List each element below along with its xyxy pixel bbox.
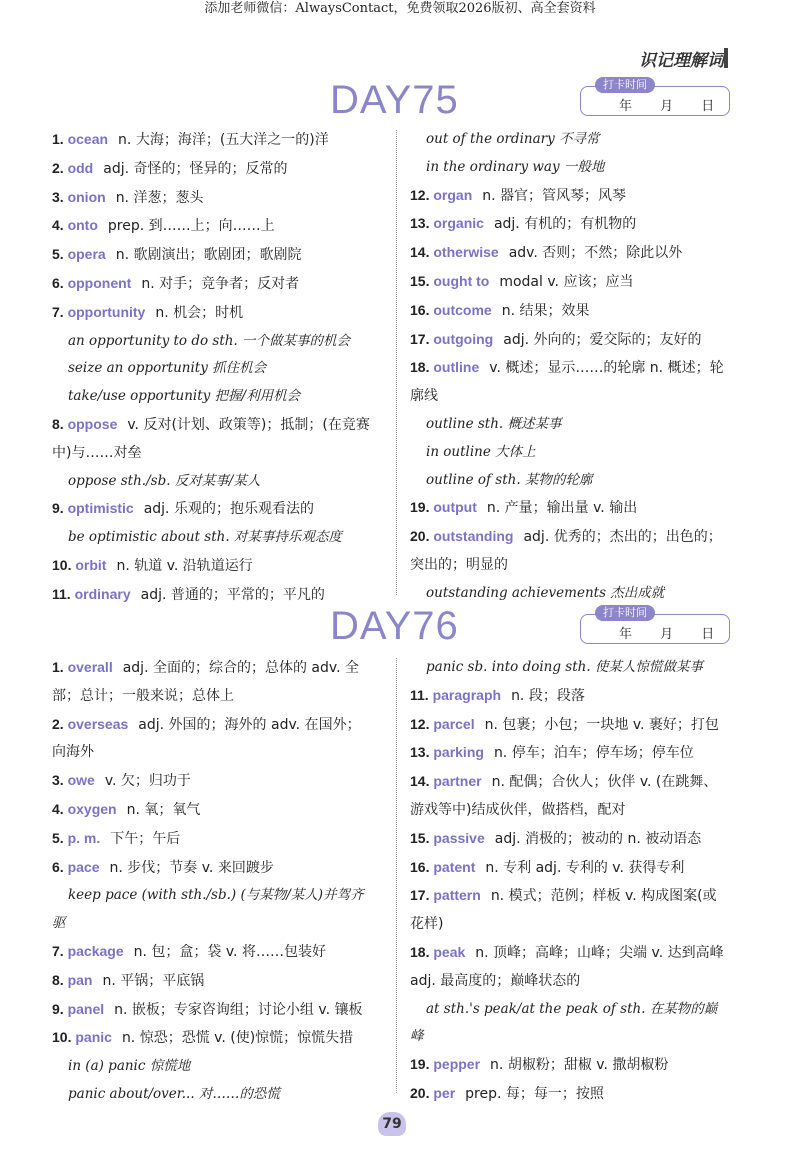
entry-number: 9. [52,500,68,517]
vocab-definition: v. 欠；归功于 [104,773,191,790]
vocab-word: onion [67,188,106,205]
entry-number: 17. [410,330,434,347]
example-phrase [52,1081,372,1109]
vocab-entry [52,495,372,524]
vocab-word: peak [433,943,466,960]
phrase-text: outline sth. 概述某事 [426,415,562,432]
vocab-definition: modal v. 应该；应当 [499,273,634,290]
vocab-word: outline [433,359,480,376]
vocab-word: parcel [433,715,475,732]
section-header: 识记理解词 [639,51,724,71]
vocab-entry [52,411,372,468]
example-phrase [52,468,372,496]
example-phrase [52,355,372,383]
vocab-word: onto [67,217,98,234]
top-notice: 添加老师微信：AlwaysContact，免费领取2026版初、高全套资料 [204,1,596,16]
vocab-definition: n. 步伐；节奏 v. 来回踱步 [109,859,274,876]
vocab-word: outgoing [433,330,494,347]
entry-number: 8. [52,415,68,432]
vocab-entry [52,299,372,328]
entry-number: 3. [52,188,68,205]
checkin-date: 年 月 日 [619,99,715,114]
vocab-word: owe [67,772,95,789]
vocab-word: pepper [433,1056,481,1073]
entry-number: 12. [410,186,434,203]
vocab-entry [410,210,730,239]
vocab-word: opportunity [67,303,146,320]
vocab-entry [52,854,372,883]
vocab-word: package [67,942,124,959]
vocab-entry [52,767,372,796]
vocab-word: odd [67,159,94,176]
phrase-text: oppose sth./sb. 反对某事/某人 [68,472,261,489]
example-phrase [410,654,730,682]
vocab-entry [52,825,372,854]
vocab-entry [52,711,372,768]
phrase-text: outstanding achievements 杰出成就 [426,584,665,601]
vocab-definition: adj. 外向的；爱交际的；友好的 [503,331,702,348]
phrase-text: keep pace (with sth./sb.) (与某物/某人)并驾齐驱 [52,887,364,932]
vocab-entry [410,239,730,268]
vocab-word: partner [433,773,482,790]
page-number: 79 [378,1112,406,1136]
vocab-definition: n. 对手；竞争者；反对者 [141,275,300,292]
phrase-text: in outline 大体上 [426,443,536,460]
vocab-definition: adj. 普通的；平常的；平凡的 [140,586,325,603]
vocab-word: per [433,1084,456,1101]
example-phrase [410,126,730,154]
vocab-definition: 下午；午后 [110,830,181,847]
vocab-word: opponent [67,274,132,291]
vocab-definition: n. 顶峰；高峰；山峰；尖端 v. 达到高峰 adj. 最高度的；巅峰状态的 [410,944,724,989]
vocab-definition: n. 轨道 v. 沿轨道运行 [116,557,253,574]
example-phrase [410,154,730,182]
phrase-text: outline of sth. 某物的轮廓 [426,471,593,488]
vocab-entry [410,882,730,939]
checkin-label: 打卡时间 [595,77,655,93]
example-phrase [410,439,730,467]
vocab-entry [52,155,372,184]
vocab-entry [52,581,372,610]
vocab-entry [52,184,372,213]
vocab-word: paragraph [432,686,502,703]
vocab-entry [410,326,730,355]
vocab-word: ocean [67,131,109,147]
entry-number: 20. [410,1084,434,1101]
vocab-entry [52,996,372,1025]
vocab-word: orbit [75,556,107,573]
vocab-definition: n. 嵌板；专家咨询组；讨论小组 v. 镶板 [114,1001,363,1018]
vocab-definition: n. 器官；管风琴；风琴 [482,187,627,204]
vocab-word: passive [433,829,485,846]
column-divider [396,658,397,1093]
vocab-definition: adj. 奇怪的；怪异的；反常的 [103,160,288,177]
entry-number: 13. [410,215,434,232]
vocab-word: pattern [433,887,481,904]
vocab-entry [410,1051,730,1080]
entry-number: 18. [410,943,434,960]
vocab-entry [52,241,372,270]
vocab-word: outstanding [433,528,514,545]
vocab-definition: n. 包裹；小包；一块地 v. 裹好；打包 [484,716,719,733]
vocab-word: overall [67,659,113,675]
vocab-definition: n. 产量；输出量 v. 输出 [486,500,638,517]
vocab-entry [52,212,372,241]
day75-checkin-box [580,78,730,116]
vocab-entry [410,354,730,411]
vocab-word: organ [433,186,473,203]
vocab-word: outcome [433,301,492,318]
vocab-entry [410,825,730,854]
phrase-text: take/use opportunity 把握/利用机会 [68,388,301,405]
entry-number: 7. [52,942,68,959]
vocab-definition: prep. 到……上；向……上 [107,218,275,235]
entry-number: 19. [410,499,434,516]
checkin-date: 年 月 日 [619,627,715,642]
vocab-entry [52,552,372,581]
phrase-text: panic about/over... 对……的恐慌 [68,1085,280,1102]
vocab-word: p. m. [67,829,101,846]
vocab-word: ought to [433,272,490,289]
entry-number: 10. [52,556,76,573]
entry-number: 3. [52,772,68,789]
vocab-word: parking [433,744,484,761]
vocab-entry [410,297,730,326]
vocab-definition: n. 配偶；合伙人；伙伴 v. (在跳舞、游戏等中)结成伙伴，做搭档，配对 [410,774,718,818]
phrase-text: be optimistic about sth. 对某事持乐观态度 [68,529,342,546]
phrase-text: seize an opportunity 抓住机会 [68,360,267,377]
vocab-entry [52,126,372,155]
vocab-word: panic [75,1029,112,1046]
entry-number: 7. [52,303,68,320]
vocab-word: optimistic [67,500,134,517]
vocab-word: ordinary [74,585,131,602]
phrase-text: in (a) panic 惊慌地 [68,1058,191,1075]
entry-number: 14. [410,773,434,790]
entry-number: 10. [52,1029,76,1046]
vocab-definition: prep. 每；每一；按照 [465,1085,604,1102]
vocab-definition: v. 反对(计划、政策等)；抵制；(在竞赛中)与……对垒 [52,416,370,461]
vocab-entry [410,182,730,211]
vocab-entry [52,270,372,299]
entry-number: 6. [52,274,68,291]
vocab-definition: n. 大海；海洋；(五大洋之一的)洋 [118,132,329,148]
vocab-definition: adj. 外国的；海外的 adv. 在国外；向海外 [52,716,361,761]
entry-number: 12. [410,715,434,732]
example-phrase [52,328,372,356]
phrase-text: out of the ordinary 不寻常 [426,131,600,147]
vocab-word: oxygen [67,800,117,817]
entry-number: 2. [52,715,68,732]
entry-number: 1. [52,131,68,147]
vocab-word: output [433,499,477,516]
vocab-definition: adj. 消极的；被动的 n. 被动语态 [494,830,702,847]
entry-number: 11. [52,585,75,602]
entry-number: 4. [52,217,68,234]
vocab-definition: adv. 否则；不然；除此以外 [508,245,683,262]
checkin-label: 打卡时间 [595,605,655,621]
vocab-entry [410,739,730,768]
vocab-definition: n. 包；盒；袋 v. 将……包装好 [133,943,326,960]
vocab-definition: adj. 乐观的；抱乐观看法的 [143,501,314,518]
vocab-definition: adj. 优秀的；杰出的；出色的；突出的；明显的 [410,529,722,573]
vocab-definition: n. 氧；氧气 [126,801,201,818]
entry-number: 17. [410,887,434,904]
vocab-entry [410,523,730,580]
vocab-word: opera [67,246,106,263]
entry-number: 9. [52,1000,68,1017]
vocab-entry [410,268,730,297]
vocab-entry [52,654,372,711]
vocab-entry [410,494,730,523]
vocab-definition: n. 洋葱；葱头 [115,189,204,206]
vocab-entry [410,1080,730,1109]
entry-number: 2. [52,159,68,176]
vocab-word: pace [67,858,100,875]
vocab-word: organic [433,215,484,232]
entry-number: 5. [52,246,68,263]
day76-title: DAY76 [330,604,459,648]
day75-title: DAY75 [330,78,459,122]
vocab-definition: n. 结果；效果 [501,302,590,319]
day75-right-column [410,126,730,608]
example-phrase [52,882,372,938]
example-phrase [52,383,372,411]
vocab-definition: v. 概述；显示……的轮廓 n. 概述；轮廓线 [410,360,724,405]
vocab-definition: adj. 全面的；综合的；总体的 adv. 全部；总计；一般来说；总体上 [52,660,359,704]
vocab-definition: n. 机会；时机 [155,304,244,321]
vocab-definition: n. 专利 adj. 专利的 v. 获得专利 [485,859,685,876]
vocab-word: overseas [67,715,129,732]
example-phrase [410,996,730,1052]
vocab-entry [410,682,730,711]
vocab-entry [52,1024,372,1053]
entry-number: 19. [410,1056,434,1073]
column-divider [396,130,397,595]
phrase-text: an opportunity to do sth. 一个做某事的机会 [68,332,351,349]
vocab-entry [52,967,372,996]
vocab-definition: n. 胡椒粉；甜椒 v. 撒胡椒粉 [490,1057,669,1074]
phrase-text: in the ordinary way 一般地 [426,158,605,175]
vocab-definition: n. 惊恐；恐慌 v. (使)惊慌；惊慌失措 [121,1030,354,1047]
day75-left-column [52,126,372,610]
example-phrase [52,1053,372,1081]
entry-number: 16. [410,858,434,875]
day76-right-column [410,654,730,1109]
vocab-entry [410,854,730,883]
entry-number: 13. [410,744,434,761]
phrase-text: panic sb. into doing sth. 使某人惊慌做某事 [426,659,703,675]
vocab-definition: n. 歌剧演出；歌剧团；歌剧院 [115,247,302,264]
day76-checkin-box [580,606,730,644]
entry-number: 14. [410,244,434,261]
entry-number: 20. [410,528,434,545]
vocab-definition: n. 段；段落 [511,687,585,704]
vocab-entry [410,768,730,825]
entry-number: 15. [410,272,434,289]
vocab-entry [410,939,730,996]
vocab-entry [410,711,730,740]
vocab-definition: adj. 有机的；有机物的 [493,216,637,233]
phrase-text: at sth.'s peak/at the peak of sth. 在某物的巅峰 [410,1000,718,1045]
entry-number: 18. [410,359,434,376]
vocab-word: patent [433,858,476,875]
entry-number: 16. [410,301,434,318]
entry-number: 6. [52,858,68,875]
vocab-entry [52,796,372,825]
entry-number: 15. [410,829,434,846]
example-phrase [410,467,730,495]
vocab-word: oppose [67,415,118,432]
entry-number: 5. [52,829,68,846]
header-bar [724,48,728,68]
day76-left-column [52,654,372,1109]
vocab-word: otherwise [433,244,499,261]
entry-number: 1. [52,659,68,675]
vocab-definition: n. 平锅；平底锅 [102,972,205,989]
example-phrase [52,524,372,552]
vocab-word: pan [67,971,93,988]
entry-number: 4. [52,800,68,817]
entry-number: 11. [410,686,433,703]
vocab-entry [52,938,372,967]
vocab-definition: n. 停车；泊车；停车场；停车位 [493,745,694,762]
entry-number: 8. [52,971,68,988]
vocab-definition: n. 模式；范例；样板 v. 构成图案(或花样) [410,888,717,933]
example-phrase [410,411,730,439]
vocab-word: panel [67,1000,105,1017]
